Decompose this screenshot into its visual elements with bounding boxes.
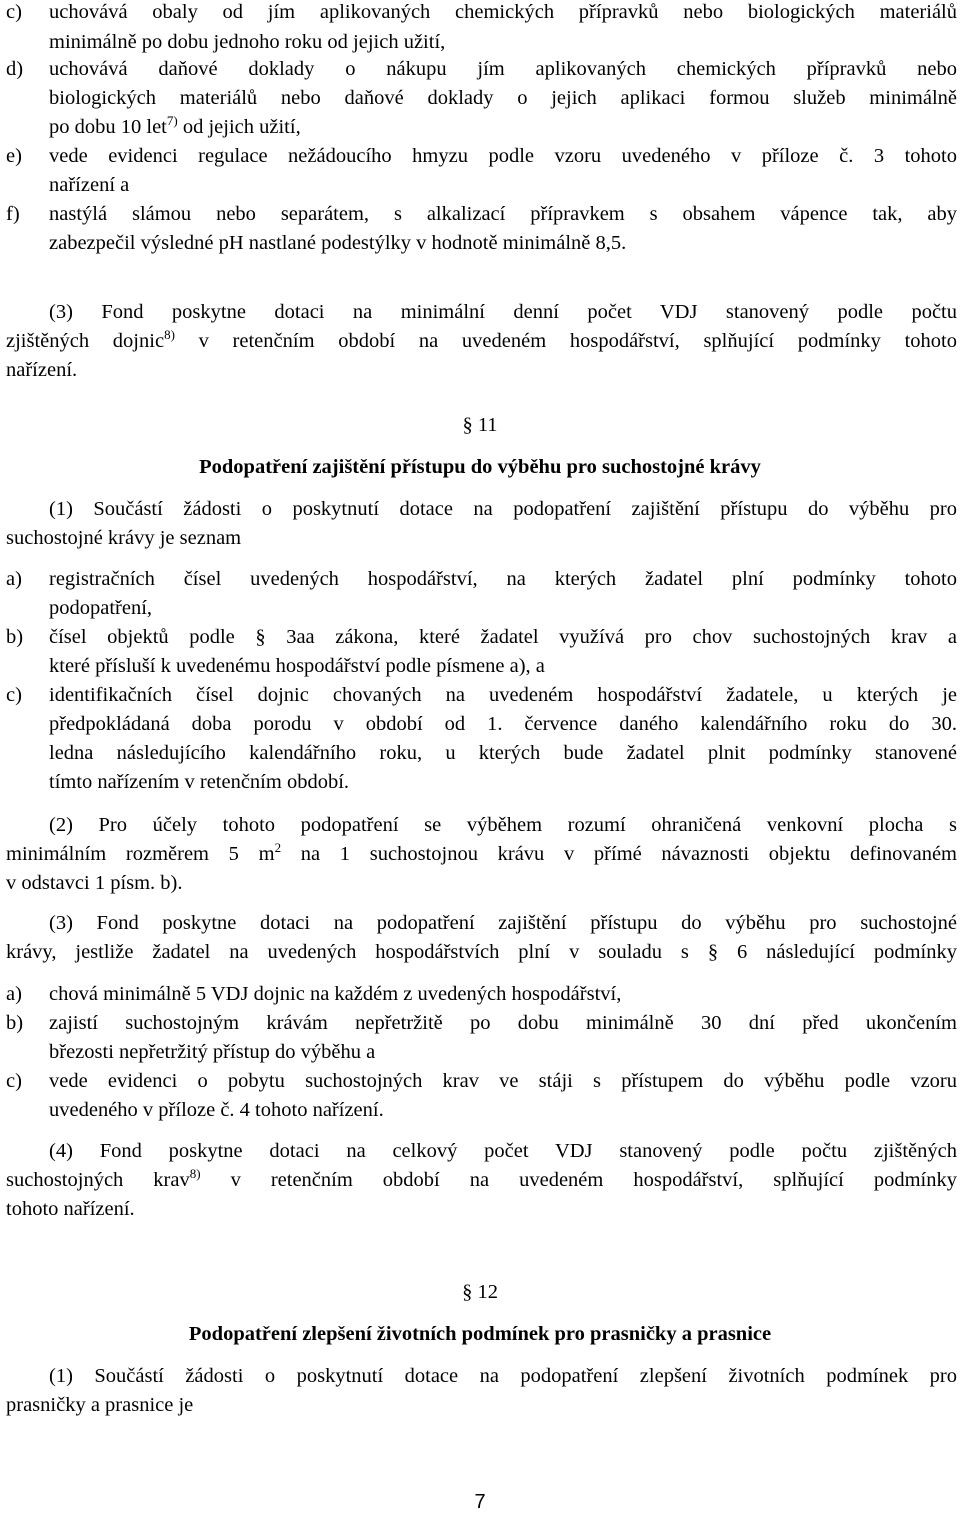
section-number: § 12 <box>462 1281 498 1303</box>
paragraph-text: prasničky a prasnice je <box>6 1394 194 1416</box>
list-item-text: nastýlá slámou nebo separátem, s alkalizací přípravkem s obsahem vápence tak, aby <box>49 203 957 225</box>
list-item-text: nařízení a <box>49 174 130 196</box>
list-marker: a) <box>6 568 22 590</box>
text-part: v retenčním období na uvedeném hospodářství, splňující podmínky tohoto <box>174 330 957 352</box>
list-item-text: chová minimálně 5 VDJ dojnic na každém z uvedených hospodářství, <box>49 983 622 1005</box>
list-item-text: zajistí suchostojným krávám nepřetržitě po dobu minimálně 30 dní před ukončením <box>49 1012 957 1034</box>
paragraph-text <box>6 1168 957 1192</box>
section-heading: Podopatření zlepšení životních podmínek pro prasničky a prasnice <box>188 1323 772 1345</box>
paragraph-text <box>6 842 957 866</box>
footnote-ref: 8) <box>164 327 175 342</box>
paragraph-text: tohoto nařízení. <box>6 1198 135 1220</box>
paragraph-text: (1) Součástí žádosti o poskytnutí dotace na podopatření zlepšení životních podmínek pro <box>49 1365 957 1387</box>
list-item-text: uchovává obaly od jím aplikovaných chemických přípravků nebo biologických materiálů <box>49 1 957 23</box>
list-marker: d) <box>6 58 24 80</box>
footnote-ref: 7) <box>166 113 178 128</box>
list-item-text: minimálně po dobu jednoho roku od jejich užití, <box>49 31 446 53</box>
footnote-ref: 8) <box>189 1166 201 1181</box>
superscript: 2 <box>274 840 282 855</box>
paragraph-text: (2) Pro účely tohoto podopatření se výběhem rozumí ohraničená venkovní plocha s <box>49 814 957 836</box>
paragraph-text: suchostojné krávy je seznam <box>6 527 242 549</box>
list-item-text: zabezpečil výsledné pH nastlané podestýlky v hodnotě minimálně 8,5. <box>49 232 627 254</box>
list-item-text: vede evidenci regulace nežádoucího hmyzu podle vzoru uvedeného v příloze č. 3 tohoto <box>49 145 957 167</box>
paragraph-text: nařízení. <box>6 359 78 381</box>
text-part: zjištěných dojnic <box>6 330 165 352</box>
list-marker: c) <box>6 1070 22 1092</box>
list-item-text: biologických materiálů nebo daňové doklady o jejich aplikaci formou služeb minimálně <box>49 87 957 109</box>
text-part: v retenčním období na uvedeném hospodářství, splňující podmínky <box>200 1169 957 1191</box>
text-part: minimálním rozměrem 5 m <box>6 843 275 865</box>
text-part: po dobu 10 let <box>49 116 167 138</box>
list-item-text: identifikačních čísel dojnic chovaných na uvedeném hospodářství žadatele, u kterých je <box>49 684 957 706</box>
list-item-text: podopatření, <box>49 597 153 619</box>
list-item-text: předpokládaná doba porodu v období od 1. července daného kalendářního roku do 30. <box>49 713 957 735</box>
list-item-text: čísel objektů podle § 3aa zákona, které žadatel využívá pro chov suchostojných krav a <box>49 626 957 648</box>
paragraph-text: (3) Fond poskytne dotaci na podopatření zajištění přístupu do výběhu pro suchostojné <box>49 912 957 934</box>
list-item-text: které přísluší k uvedenému hospodářství podle písmene a), a <box>49 655 545 677</box>
list-marker: f) <box>6 203 20 225</box>
text-part: suchostojných krav <box>6 1169 190 1191</box>
list-marker: b) <box>6 626 24 648</box>
list-marker: a) <box>6 983 22 1005</box>
section-heading: Podopatření zajištění přístupu do výběhu pro suchostojné krávy <box>199 456 761 478</box>
paragraph-text <box>6 329 957 353</box>
paragraph-text: krávy, jestliže žadatel na uvedených hospodářstvích plní v souladu s § 6 následující podmínky <box>6 941 957 963</box>
list-marker: b) <box>6 1012 24 1034</box>
list-item-text: vede evidenci o pobytu suchostojných krav ve stáji s přístupem do výběhu podle vzoru <box>49 1070 957 1092</box>
list-item-text: březosti nepřetržitý přístup do výběhu a <box>49 1041 376 1063</box>
list-item-text: uvedeného v příloze č. 4 tohoto nařízení. <box>49 1099 384 1121</box>
list-item-text: tímto nařízením v retenčním období. <box>49 771 350 793</box>
paragraph-text: v odstavci 1 písm. b). <box>6 872 183 894</box>
list-item-text: ledna následujícího kalendářního roku, u kterých bude žadatel plnit podmínky stanovené <box>49 742 957 764</box>
text-part: od jejich užití, <box>177 116 301 138</box>
section-number: § 11 <box>462 414 498 436</box>
list-marker: c) <box>6 684 22 706</box>
list-item-text <box>49 115 301 139</box>
page-number: 7 <box>474 1491 486 1513</box>
list-marker: e) <box>6 145 22 167</box>
list-item-text: registračních čísel uvedených hospodářství, na kterých žadatel plní podmínky tohoto <box>49 568 957 590</box>
paragraph-text: (3) Fond poskytne dotaci na minimální denní počet VDJ stanovený podle počtu <box>49 301 957 323</box>
list-item-text: uchovává daňové doklady o nákupu jím aplikovaných chemických přípravků nebo <box>49 58 957 80</box>
text-part: na 1 suchostojnou krávu v přímé návaznosti objektu definovaném <box>281 843 957 865</box>
paragraph-text: (4) Fond poskytne dotaci na celkový počet VDJ stanovený podle počtu zjištěných <box>49 1140 957 1162</box>
list-marker: c) <box>6 1 22 23</box>
paragraph-text: (1) Součástí žádosti o poskytnutí dotace na podopatření zajištění přístupu do výběhu pro <box>49 498 957 520</box>
